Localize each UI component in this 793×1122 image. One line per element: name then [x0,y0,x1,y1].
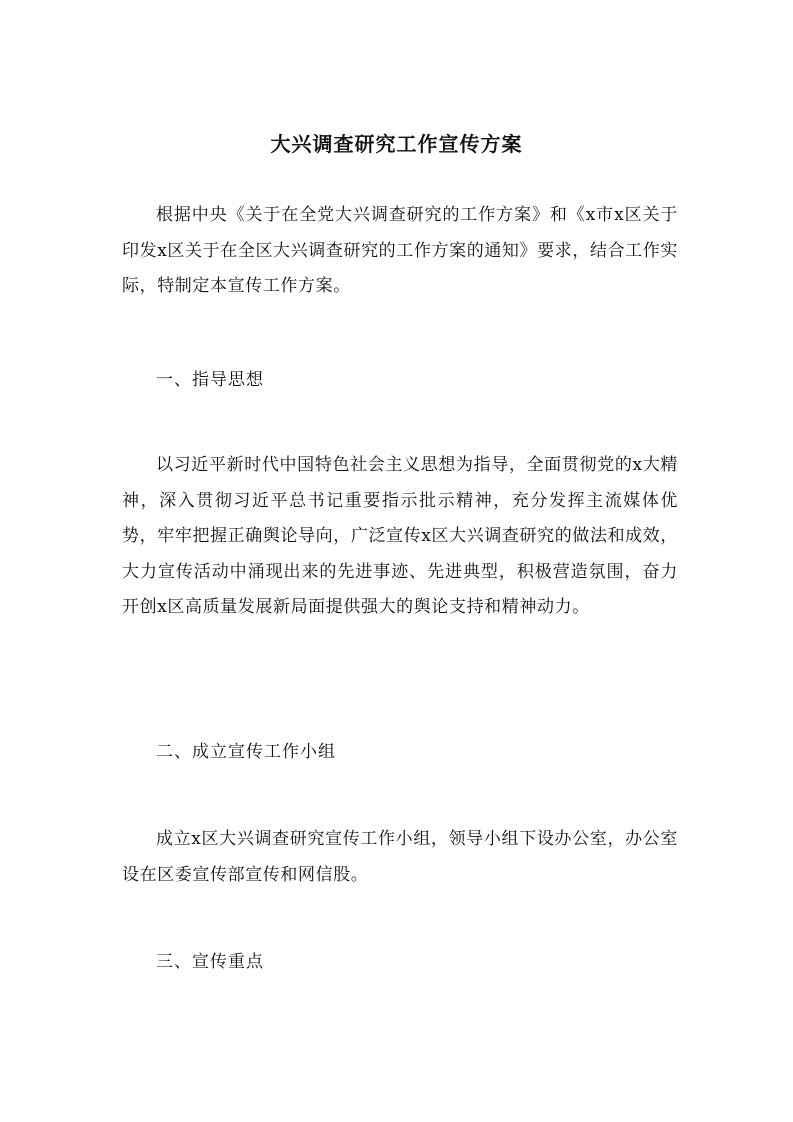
document-title: 大兴调查研究工作宣传方案 [270,132,523,156]
section-body-working-group: 成立x区大兴调查研究宣传工作小组，领导小组下设办公室，办公室设在区委宣传部宣传和网信股。 [122,829,678,885]
section-heading-guiding-thought: 一、指导思想 [156,370,264,390]
intro-paragraph: 根据中央《关于在全党大兴调查研究的工作方案》和《x市x区关于印发x区关于在全区大兴调查研究的工作方案的通知》要求，结合工作实际，特制定本宣传工作方案。 [122,205,678,296]
section-body-guiding-thought: 以习近平新时代中国特色社会主义思想为指导，全面贯彻党的x大精神，深入贯彻习近平总书记重要指示批示精神，充分发挥主流媒体优势，牢牢把握正确舆论导向，广泛宣传x区大兴调查研究的做法和成效，大力宣传活动中涌现出来的先进事迹、先进典型，积极营造氛围，奋力开创x区高质量发展新局面提供强大的舆论支持和精神动力。 [122,455,678,617]
section-heading-working-group: 二、成立宣传工作小组 [156,742,336,762]
section-heading-publicity-focus: 三、宣传重点 [156,952,264,972]
